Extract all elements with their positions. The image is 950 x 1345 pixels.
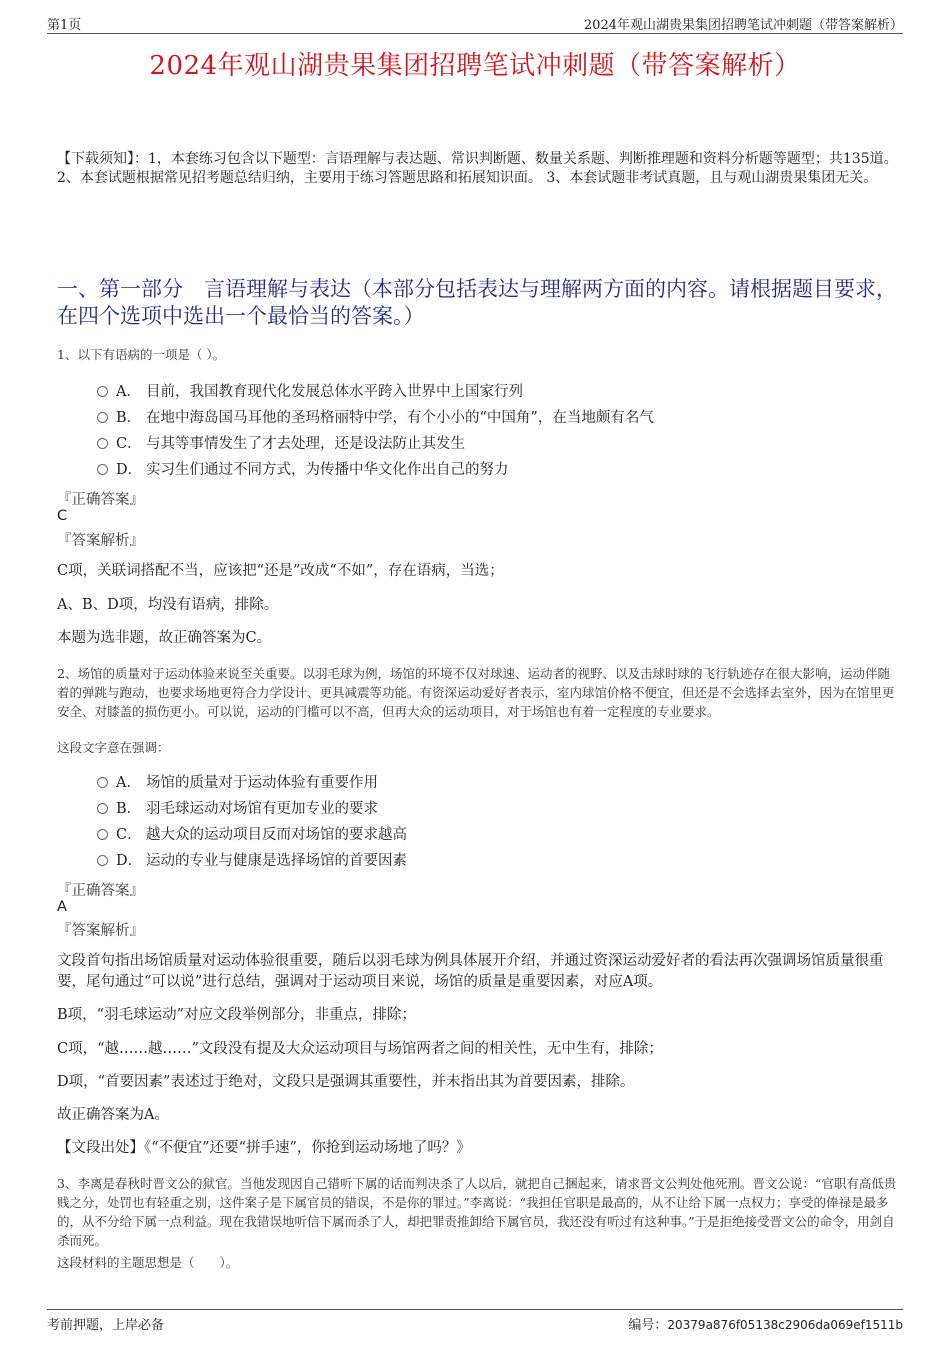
footer-rule [47, 1309, 903, 1310]
q2-source: 【文段出处】《“不便宜”还要“拼手速”，你抢到运动场地了吗？》 [57, 1140, 471, 1156]
question-1-stem: 1、以下有语病的一项是（ ）。 [57, 347, 226, 362]
page-number: 第1页 [47, 18, 82, 33]
q1-analysis-label: 『答案解析』 [57, 533, 144, 549]
radio-icon[interactable] [97, 777, 108, 788]
q2-explanation-4: D项，“首要因素”表述过于绝对，文段只是强调其重要性，并未指出其为首要因素，排除。 [57, 1074, 635, 1090]
q1-option-a[interactable]: A． 目前，我国教育现代化发展总体水平跨入世界中上国家行列 [97, 382, 523, 402]
q2-explanation-1: 文段首句指出场馆质量对运动体验很重要，随后以羽毛球为例具体展开介绍，并通过资深运动爱好者的看法再次强调场馆质量很重要，尾句通过“可以说”进行总结，强调对于运动项目来说，场馆的质量是重要因素，对应A项。 [57, 953, 884, 990]
q1-explanation-3: 本题为选非题，故正确答案为C。 [57, 630, 272, 646]
radio-icon[interactable] [97, 803, 108, 814]
radio-icon[interactable] [97, 386, 108, 397]
q2-correct-label: 『正确答案』 [57, 883, 144, 899]
download-notice: 【下载须知】：1，本套练习包含以下题型：言语理解与表达题、常识判断题、数量关系题、判断推理题和资料分析题等题型；共135道。 2、本套试题根据常见招考题总结归纳，主要用于练习答题思路和拓展知识面。 3、本套试题非考试真题，且与观山湖贵果集团无关。 [57, 151, 898, 186]
q1-option-b[interactable]: B． 在地中海岛国马耳他的圣玛格丽特中学，有个小小的“中国角”，在当地颇有名气 [97, 408, 654, 428]
radio-icon[interactable] [97, 855, 108, 866]
footer-code: 编号：20379a876f05138c2906da069ef1511b [628, 1318, 903, 1333]
question-3-passage: 3、李离是春秋时晋文公的狱官。当他发现因自己错听下属的话而判决杀了人以后，就把自己捆起来，请求晋文公判处他死刑。晋文公说：“官职有高低贵贱之分，处罚也有轻重之别，这件案子是下属官员的错误，不是你的罪过。”李离说：“我担任官职是最高的，从不让给下属一点权力；享受的俸禄是最多的，从不分给下属一点利益。现在我错误地听信下属而杀了人，却把罪责推卸给下属官员，我还没有听过有这种事。”于是拒绝接受晋文公的命令，用剑自杀而死。 [57, 1176, 897, 1248]
q1-explanation-2: A、B、D项，均没有语病，排除。 [57, 597, 279, 613]
q1-option-c[interactable]: C． 与其等事情发生了才去处理，还是设法防止其发生 [97, 434, 465, 454]
q2-option-b[interactable]: B． 羽毛球运动对场馆有更加专业的要求 [97, 799, 378, 819]
q1-option-d[interactable]: D． 实习生们通过不同方式，为传播中华文化作出自己的努力 [97, 460, 509, 480]
q1-explanation-1: C项，关联词搭配不当，应该把“还是”改成“不如”，存在语病，当选； [57, 563, 504, 579]
header-doc-title: 2024年观山湖贵果集团招聘笔试冲刺题（带答案解析） [583, 18, 903, 33]
radio-icon[interactable] [97, 412, 108, 423]
q2-explanation-2: B项，“羽毛球运动”对应文段举例部分，非重点，排除； [57, 1007, 416, 1023]
radio-icon[interactable] [97, 438, 108, 449]
section-heading: 一、第一部分 言语理解与表达（本部分包括表达与理解两方面的内容。请根据题目要求，在四个选项中选出一个最恰当的答案。） [57, 277, 897, 328]
q2-option-c[interactable]: C． 越大众的运动项目反而对场馆的要求越高 [97, 825, 407, 845]
q2-answer: A [57, 899, 67, 915]
header-rule [47, 33, 903, 34]
document-title: 2024年观山湖贵果集团招聘笔试冲刺题（带答案解析） [149, 51, 801, 81]
question-2-passage: 2、场馆的质量对于运动体验来说至关重要。以羽毛球为例，场馆的环境不仅对球速、运动者的视野、以及击球时球的飞行轨迹存在很大影响，运动伴随着的弹跳与跑动，也要求场地更符合力学设计、更具减震等功能。有资深运动爱好者表示，室内球馆价格不便宜，但还是不会选择去室外，因为在馆里更安全、对膝盖的损伤更小。可以说，运动的门槛可以不高，但再大众的运动项目，对于场馆也有着一定程度的专业要求。 [57, 666, 895, 719]
footer-slogan: 考前押题，上岸必备 [47, 1318, 165, 1333]
radio-icon[interactable] [97, 829, 108, 840]
q1-correct-label: 『正确答案』 [57, 492, 144, 508]
q2-explanation-5: 故正确答案为A。 [57, 1107, 169, 1123]
q2-option-a[interactable]: A． 场馆的质量对于运动体验有重要作用 [97, 773, 378, 793]
question-3-stem: 这段材料的主题思想是（ ）。 [57, 1255, 239, 1270]
q1-answer: C [57, 508, 68, 524]
q2-option-d[interactable]: D． 运动的专业与健康是选择场馆的首要因素 [97, 851, 407, 871]
question-2-stem: 这段文字意在强调： [57, 740, 170, 755]
radio-icon[interactable] [97, 464, 108, 475]
q2-explanation-3: C项，“越……越……”文段没有提及大众运动项目与场馆两者之间的相关性，无中生有，排除； [57, 1041, 663, 1057]
q2-analysis-label: 『答案解析』 [57, 923, 144, 939]
